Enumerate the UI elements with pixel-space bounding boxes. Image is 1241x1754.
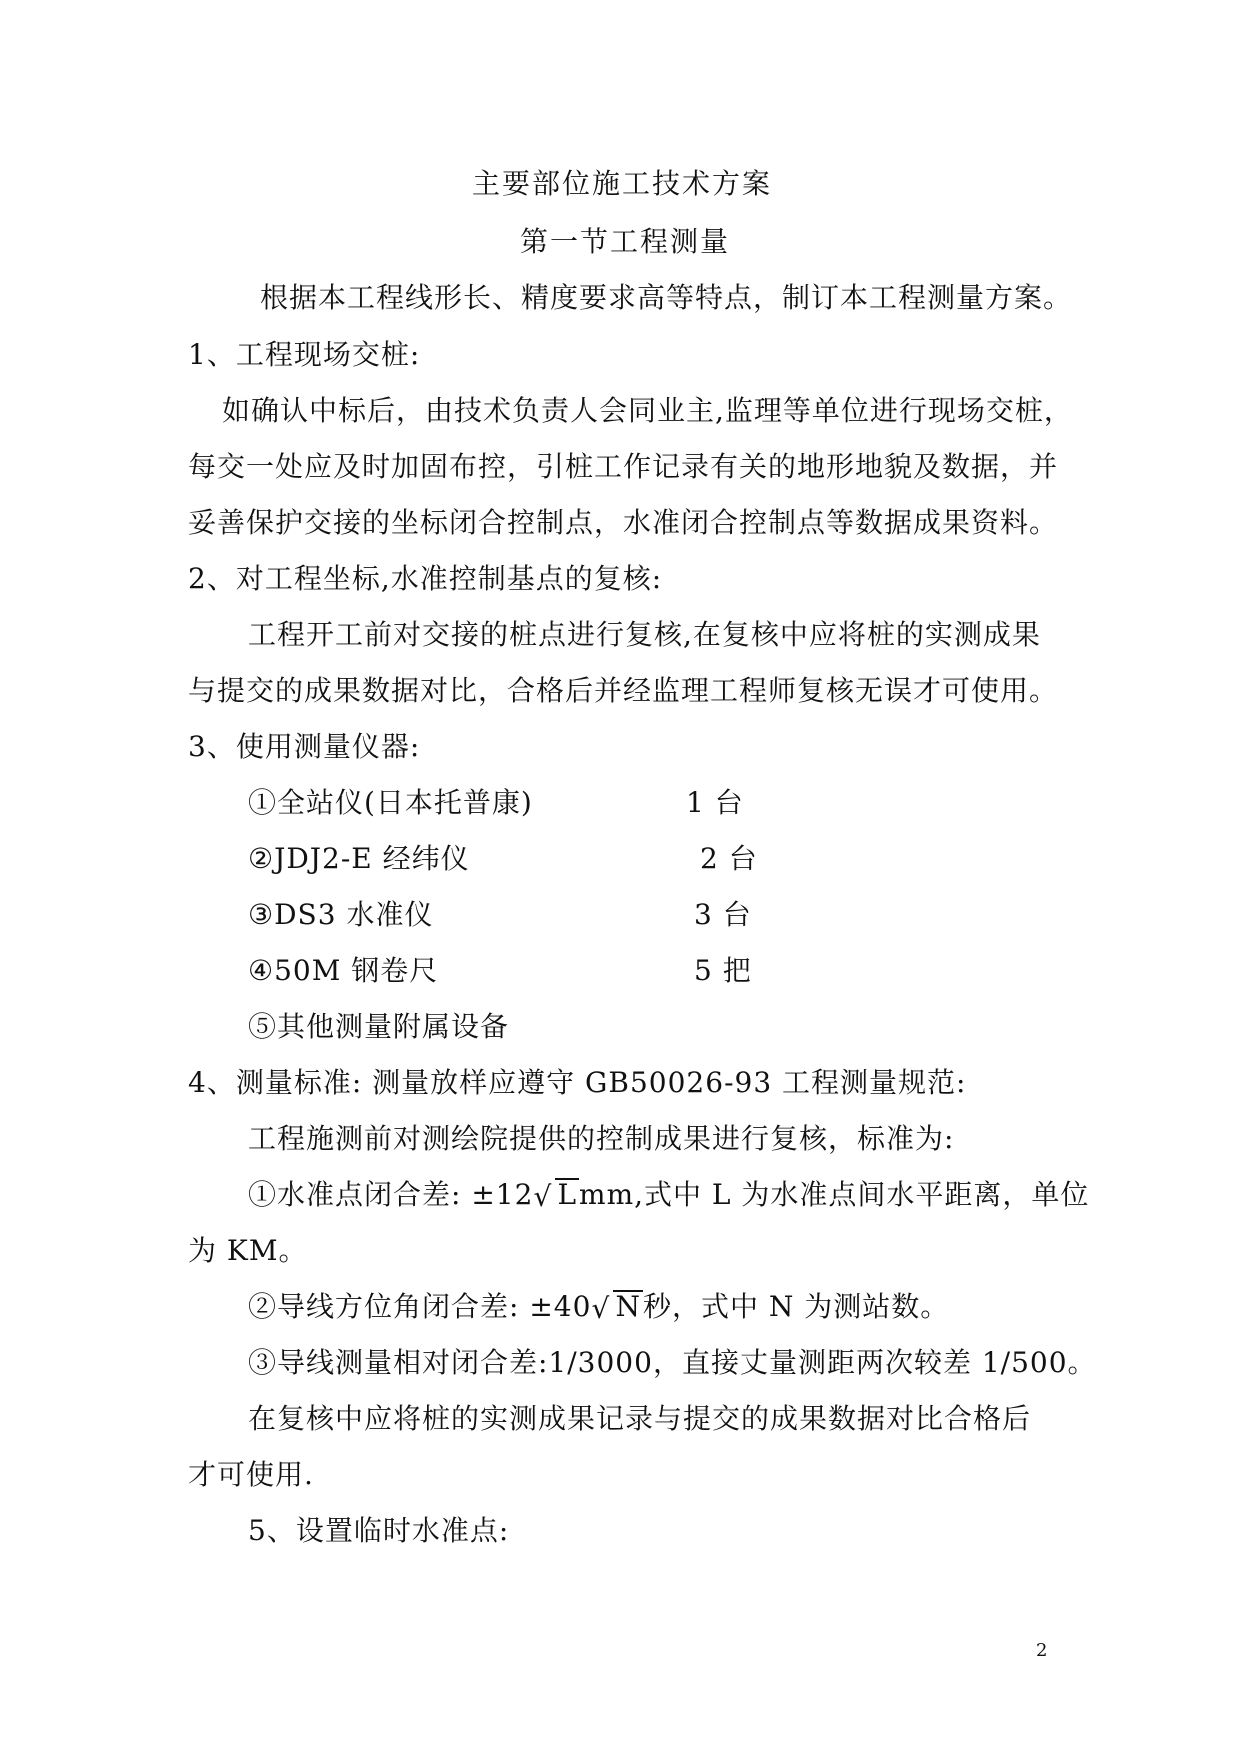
instrument-quantity: 1 台	[686, 786, 744, 819]
page-title: 主要部位施工技术方案	[472, 167, 773, 200]
section-1-line: 每交一处应及时加固布控，引桩工作记录有关的地形地貌及数据，并	[188, 450, 1059, 483]
instrument-name: ④50M 钢卷尺	[248, 954, 439, 987]
review-note: 在复核中应将桩的实测成果记录与提交的成果数据对比合格后	[248, 1402, 1032, 1435]
instrument-name: ②JDJ2-E 经纬仪	[248, 842, 470, 875]
standard-1-suffix: mm,式中 L 为水准点间水平距离，单位	[579, 1178, 1090, 1211]
standard-2	[248, 1289, 949, 1325]
instrument-quantity: 2 台	[700, 842, 758, 875]
section-2-heading: 2、对工程坐标,水准控制基点的复核:	[188, 562, 663, 595]
sqrt-symbol	[591, 1289, 643, 1325]
standard-2-suffix: 秒，式中 N 为测站数。	[642, 1290, 950, 1323]
radical-icon: √	[591, 1292, 611, 1325]
radicand: N	[615, 1290, 641, 1323]
instrument-quantity: 3 台	[694, 898, 752, 931]
section-4-heading: 4、测量标准: 测量放样应遵守 GB50026-93 工程测量规范:	[188, 1066, 967, 1099]
section-1-heading: 1、工程现场交桩:	[188, 338, 421, 371]
sqrt-symbol	[533, 1177, 579, 1213]
section-1-line: 如确认中标后，由技术负责人会同业主,监理等单位进行现场交桩，	[222, 394, 1073, 427]
page-number: 2	[1036, 1640, 1048, 1661]
standard-3: ③导线测量相对闭合差:1/3000，直接丈量测距两次较差 1/500。	[248, 1346, 1097, 1379]
instrument-name: ③DS3 水准仪	[248, 898, 434, 931]
standard-1-continuation: 为 KM。	[188, 1234, 308, 1267]
section-2-line: 与提交的成果数据对比，合格后并经监理工程师复核无误才可使用。	[188, 674, 1059, 707]
section-2-line: 工程开工前对交接的桩点进行复核,在复核中应将桩的实测成果	[248, 618, 1041, 651]
radicand: L	[557, 1178, 578, 1211]
radical-icon: √	[533, 1180, 553, 1213]
standard-1-prefix: ①水准点闭合差: ±12	[248, 1178, 534, 1211]
section-1-line: 妥善保护交接的坐标闭合控制点，水准闭合控制点等数据成果资料。	[188, 506, 1059, 539]
section-title: 第一节工程测量	[520, 225, 731, 258]
standard-1	[248, 1177, 1089, 1213]
section-4-intro: 工程施测前对测绘院提供的控制成果进行复核，标准为:	[248, 1122, 955, 1155]
standard-2-prefix: ②导线方位角闭合差: ±40	[248, 1290, 592, 1323]
instrument-quantity: 5 把	[694, 954, 752, 987]
instrument-name: ①全站仪(日本托普康)	[248, 786, 533, 819]
section-5-heading: 5、设置临时水准点:	[248, 1514, 510, 1547]
intro-paragraph: 根据本工程线形长、精度要求高等特点，制订本工程测量方案。	[260, 281, 1073, 314]
section-3-heading: 3、使用测量仪器:	[188, 730, 421, 763]
instrument-name: ⑤其他测量附属设备	[248, 1010, 510, 1043]
review-note-continuation: 才可使用.	[188, 1458, 314, 1491]
